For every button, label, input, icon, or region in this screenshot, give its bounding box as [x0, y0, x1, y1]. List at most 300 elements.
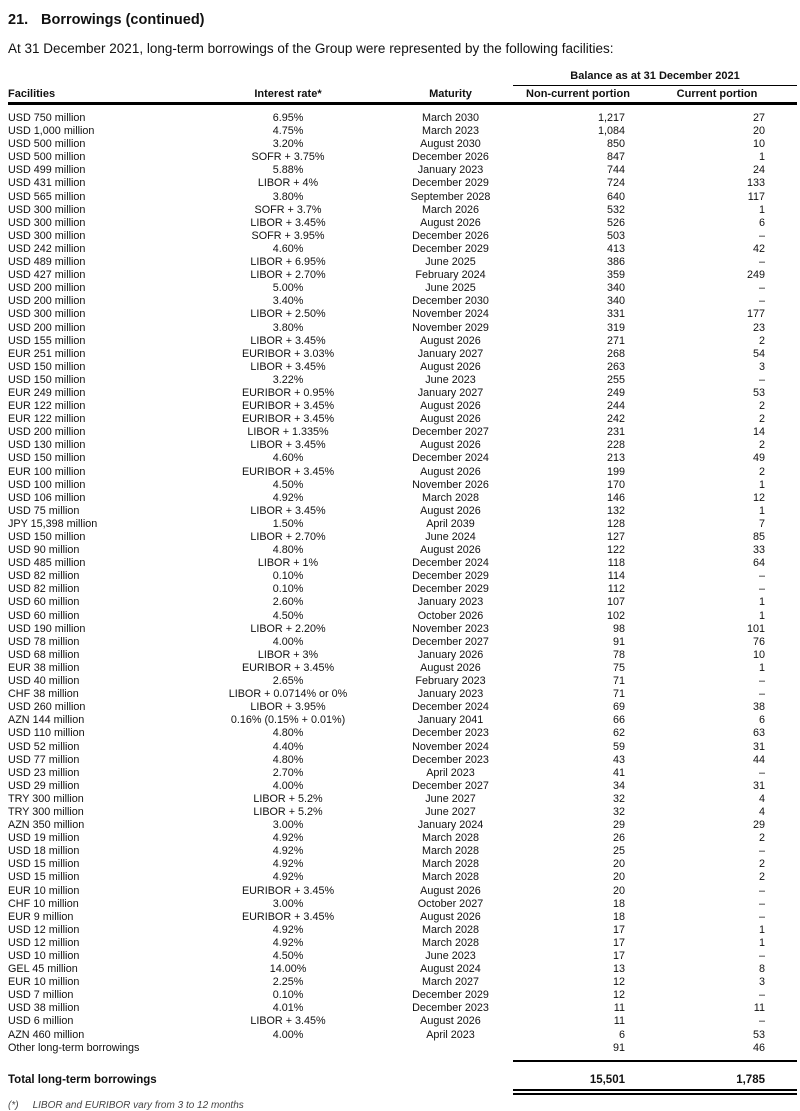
non-current-portion-cell: 34	[612, 779, 625, 792]
table-row	[8, 466, 797, 479]
maturity-cell: August 2026	[420, 216, 481, 229]
non-current-portion-cell: 17	[612, 923, 625, 936]
non-current-portion-cell: 43	[612, 753, 625, 766]
table-row	[8, 911, 797, 924]
table-row	[8, 885, 797, 898]
total-spacer	[388, 1073, 513, 1088]
facility-cell: USD 150 million	[8, 531, 86, 543]
non-current-portion-cell: 112	[607, 583, 625, 596]
interest-rate-cell: 4.00%	[272, 779, 304, 792]
non-current-portion-cell: 41	[612, 766, 625, 779]
non-current-portion-cell: 11	[613, 1002, 625, 1015]
current-portion-cell: 2	[758, 334, 765, 347]
non-current-portion-cell: 359	[606, 269, 625, 282]
current-portion-cell: 76	[752, 635, 765, 648]
current-portion-cell: 14	[752, 426, 765, 439]
footnote-text: LIBOR and EURIBOR vary from 3 to 12 months	[32, 1100, 244, 1111]
maturity-cell: December 2027	[412, 779, 489, 792]
non-current-portion-cell: 32	[612, 805, 625, 818]
facility-cell: USD 68 million	[8, 648, 80, 661]
table-row	[8, 806, 797, 819]
maturity-cell: December 2029	[412, 177, 489, 190]
interest-rate-cell: 4.75%	[272, 125, 304, 138]
facility-cell: GEL 45 million	[8, 963, 78, 976]
current-portion-cell: 4	[758, 805, 765, 818]
current-portion-cell: 29	[752, 819, 765, 832]
interest-rate-cell: 5.00%	[272, 282, 304, 295]
maturity-cell: June 2027	[425, 792, 476, 805]
interest-rate-cell: LIBOR + 3.45%	[250, 216, 326, 229]
current-portion-cell: 24	[752, 164, 765, 177]
interest-rate-cell: EURIBOR + 3.45%	[241, 465, 335, 478]
non-current-portion-cell: 255	[606, 373, 625, 386]
facility-cell: USD 155 million	[8, 334, 86, 347]
table-row	[8, 714, 797, 727]
interest-rate-cell: LIBOR + 3%	[257, 648, 319, 661]
non-current-portion-cell: 413	[606, 242, 625, 255]
maturity-cell: March 2028	[421, 491, 480, 504]
current-portion-cell: 4	[758, 792, 765, 805]
interest-rate-cell: LIBOR + 6.95%	[250, 256, 326, 269]
interest-rate-cell: 3.00%	[272, 897, 304, 910]
current-portion-cell: 1	[758, 661, 765, 674]
table-row	[8, 387, 797, 400]
table-row	[8, 780, 797, 793]
interest-rate-cell: 4.80%	[272, 753, 304, 766]
current-portion-cell: 1	[758, 478, 765, 491]
facility-cell: USD 7 million	[8, 989, 74, 1002]
facility-cell: USD 12 million	[8, 936, 80, 949]
maturity-cell: March 2023	[421, 125, 480, 138]
current-portion-cell: –	[758, 1015, 765, 1028]
facility-cell: USD 12 million	[8, 923, 80, 936]
maturity-cell: April 2023	[426, 766, 475, 779]
non-current-portion-cell: 71	[612, 675, 625, 688]
table-row	[8, 151, 797, 164]
total-non-current-value: 15,501	[589, 1074, 625, 1086]
footnote-marker: (*)	[8, 1100, 19, 1111]
facility-cell: Other long-term borrowings	[8, 1041, 140, 1054]
current-portion-cell: 1	[758, 596, 765, 609]
table-row	[8, 1015, 797, 1028]
maturity-cell: January 2023	[417, 596, 484, 609]
current-portion-cell: 2	[758, 439, 765, 452]
header-rule	[8, 102, 797, 105]
facility-cell: EUR 251 million	[8, 347, 86, 360]
maturity-cell: December 2030	[412, 295, 489, 308]
current-portion-cell: –	[758, 897, 765, 910]
non-current-portion-cell: 13	[612, 963, 625, 976]
current-portion-cell: 23	[752, 321, 765, 334]
current-portion-cell: 133	[746, 177, 765, 190]
total-current-value: 1,785	[736, 1074, 765, 1086]
non-current-portion-cell: 228	[606, 439, 625, 452]
interest-rate-cell: 4.92%	[272, 858, 304, 871]
maturity-cell: March 2028	[421, 832, 480, 845]
non-current-portion-cell: 17	[612, 936, 625, 949]
interest-rate-cell: LIBOR + 4%	[257, 177, 319, 190]
non-current-portion-cell: 503	[606, 229, 625, 242]
maturity-cell: November 2029	[412, 321, 489, 334]
facility-cell: EUR 122 million	[8, 400, 86, 413]
current-portion-cell: 249	[746, 269, 765, 282]
maturity-cell: December 2024	[412, 452, 489, 465]
interest-rate-cell: 4.92%	[272, 923, 304, 936]
facility-cell: USD 130 million	[8, 439, 86, 452]
maturity-cell: December 2023	[412, 753, 489, 766]
table-row	[8, 832, 797, 845]
maturity-cell: February 2024	[415, 269, 486, 282]
facility-cell: USD 60 million	[8, 609, 80, 622]
table-row	[8, 754, 797, 767]
non-current-portion-cell: 744	[606, 164, 625, 177]
maturity-cell: December 2024	[412, 557, 489, 570]
interest-rate-cell: LIBOR + 3.45%	[250, 334, 326, 347]
facility-cell: JPY 15,398 million	[8, 517, 98, 530]
facility-cell: EUR 38 million	[8, 661, 80, 674]
interest-rate-cell: 3.22%	[272, 373, 304, 386]
non-current-portion-cell: 91	[612, 1041, 625, 1054]
section-number: 21.	[8, 12, 29, 28]
current-portion-cell: –	[758, 570, 765, 583]
interest-rate-cell: EURIBOR + 3.45%	[241, 400, 335, 413]
maturity-cell: March 2028	[421, 871, 480, 884]
non-current-portion-cell: 132	[606, 504, 625, 517]
non-current-portion-cell: 25	[612, 845, 625, 858]
facility-cell: USD 750 million	[8, 112, 86, 124]
table-row	[8, 308, 797, 321]
current-portion-cell: 38	[752, 701, 765, 714]
table-row	[8, 426, 797, 439]
interest-rate-cell: 4.92%	[272, 936, 304, 949]
maturity-cell: December 2029	[412, 570, 489, 583]
current-portion-cell: 46	[752, 1041, 765, 1054]
interest-rate-cell: 3.80%	[272, 321, 304, 334]
facility-cell: USD 200 million	[8, 321, 86, 334]
non-current-portion-cell: 20	[612, 871, 625, 884]
non-current-portion-cell: 17	[612, 950, 625, 962]
non-current-portion-cell: 724	[606, 177, 625, 190]
total-row	[8, 1073, 797, 1088]
non-current-portion-cell: 6	[618, 1028, 625, 1041]
maturity-cell: March 2028	[421, 858, 480, 871]
maturity-cell	[388, 1042, 513, 1055]
table-row	[8, 963, 797, 976]
table-row	[8, 243, 797, 256]
maturity-cell: December 2023	[412, 1002, 489, 1015]
maturity-cell: June 2025	[425, 256, 476, 269]
table-row	[8, 819, 797, 832]
maturity-cell: November 2024	[412, 740, 489, 753]
current-portion-cell: –	[758, 845, 765, 858]
facility-cell: USD 82 million	[8, 570, 80, 583]
total-label: Total long-term borrowings	[8, 1074, 157, 1086]
current-portion-cell: 31	[752, 740, 765, 753]
non-current-portion-cell: 386	[606, 256, 625, 269]
current-portion-cell: 1	[758, 151, 765, 164]
table-row	[8, 138, 797, 151]
table-row	[8, 217, 797, 230]
non-current-portion-cell: 271	[606, 334, 625, 347]
current-portion-cell: 42	[752, 242, 765, 255]
current-portion-cell: 1	[758, 203, 765, 216]
current-portion-cell: 2	[758, 871, 765, 884]
maturity-cell: March 2028	[421, 936, 480, 949]
facility-cell: EUR 122 million	[8, 413, 86, 426]
maturity-cell: January 2041	[417, 714, 484, 727]
non-current-portion-cell: 26	[612, 832, 625, 845]
interest-rate-cell: EURIBOR + 3.45%	[241, 884, 335, 897]
facility-cell: USD 77 million	[8, 753, 80, 766]
non-current-portion-cell: 249	[606, 386, 625, 399]
table-row	[8, 1029, 797, 1042]
current-portion-cell: 31	[752, 779, 765, 792]
maturity-cell: June 2024	[425, 531, 476, 543]
current-portion-cell: 49	[752, 452, 765, 465]
table-row	[8, 230, 797, 243]
maturity-cell: August 2026	[420, 400, 481, 413]
current-portion-cell: 54	[752, 347, 765, 360]
table-row	[8, 125, 797, 138]
current-portion-cell: 10	[752, 138, 765, 151]
interest-rate-cell: SOFR + 3.7%	[254, 203, 322, 216]
current-portion-cell: 1	[758, 609, 765, 622]
maturity-cell: August 2026	[420, 360, 481, 373]
interest-rate-cell: LIBOR + 2.20%	[250, 622, 326, 635]
interest-rate-cell: 4.00%	[272, 635, 304, 648]
facility-cell: USD 60 million	[8, 596, 80, 609]
maturity-cell: November 2026	[412, 478, 489, 491]
facility-cell: USD 40 million	[8, 675, 80, 688]
facility-cell: USD 260 million	[8, 701, 86, 714]
interest-rate-cell: LIBOR + 2.70%	[250, 531, 326, 543]
current-portion-cell: –	[758, 910, 765, 923]
non-current-portion-cell: 244	[606, 400, 625, 413]
table-row	[8, 531, 797, 544]
current-portion-cell: 53	[752, 1028, 765, 1041]
table-row	[8, 322, 797, 335]
table-row	[8, 191, 797, 204]
table-row	[8, 583, 797, 596]
current-portion-cell: 1	[758, 923, 765, 936]
maturity-cell: August 2024	[420, 963, 481, 976]
subtotal-rule	[513, 1060, 797, 1062]
current-portion-cell: –	[758, 282, 765, 295]
maturity-cell: June 2023	[425, 373, 476, 386]
facility-cell: EUR 10 million	[8, 884, 80, 897]
table-row	[8, 112, 797, 125]
facility-cell: USD 431 million	[8, 177, 86, 190]
interest-rate-cell: 4.92%	[272, 845, 304, 858]
maturity-cell: September 2028	[410, 190, 491, 203]
maturity-cell: December 2029	[412, 583, 489, 596]
facility-cell: USD 15 million	[8, 858, 80, 871]
current-portion-cell: 12	[752, 491, 765, 504]
maturity-cell: March 2026	[421, 203, 480, 216]
facility-cell: USD 75 million	[8, 504, 80, 517]
maturity-cell: December 2024	[412, 701, 489, 714]
facility-cell: AZN 460 million	[8, 1028, 85, 1041]
facility-cell: TRY 300 million	[8, 792, 84, 805]
facility-cell: USD 300 million	[8, 308, 86, 321]
interest-rate-cell: 14.00%	[269, 963, 307, 976]
non-current-portion-cell: 11	[613, 1015, 625, 1028]
table-row	[8, 335, 797, 348]
interest-rate-cell: 4.00%	[272, 1028, 304, 1041]
current-portion-cell: –	[758, 583, 765, 596]
facility-cell: USD 200 million	[8, 295, 86, 308]
non-current-portion-cell: 319	[606, 321, 625, 334]
table-body	[8, 112, 797, 1055]
maturity-cell: December 2029	[412, 242, 489, 255]
table-header-row	[8, 87, 797, 101]
table-row	[8, 570, 797, 583]
current-portion-cell: 27	[752, 112, 765, 124]
non-current-portion-cell: 170	[606, 478, 625, 491]
table-row	[8, 858, 797, 871]
interest-rate-cell: 2.70%	[272, 766, 304, 779]
table-row	[8, 649, 797, 662]
maturity-cell: January 2027	[417, 347, 484, 360]
facility-cell: TRY 300 million	[8, 805, 84, 818]
non-current-portion-cell: 62	[612, 727, 625, 740]
interest-rate-cell: EURIBOR + 3.45%	[241, 661, 335, 674]
table-row	[8, 505, 797, 518]
non-current-portion-cell: 850	[606, 138, 625, 151]
non-current-portion-cell: 213	[606, 452, 625, 465]
balance-header-rule	[513, 85, 797, 86]
current-portion-cell: 2	[758, 413, 765, 426]
non-current-portion-cell: 532	[606, 203, 625, 216]
non-current-portion-cell: 242	[606, 413, 625, 426]
current-portion-cell: 1	[758, 936, 765, 949]
table-row	[8, 596, 797, 609]
facility-cell: USD 19 million	[8, 832, 80, 845]
table-row	[8, 282, 797, 295]
interest-rate-cell: 3.80%	[272, 190, 304, 203]
interest-rate-cell: 3.40%	[272, 295, 304, 308]
maturity-cell: June 2025	[425, 282, 476, 295]
table-row	[8, 767, 797, 780]
non-current-portion-cell: 146	[606, 491, 625, 504]
facility-cell: AZN 350 million	[8, 819, 85, 832]
facility-cell: USD 150 million	[8, 360, 86, 373]
interest-rate-cell: LIBOR + 3.45%	[250, 504, 326, 517]
interest-rate-cell: LIBOR + 1.335%	[247, 426, 329, 439]
interest-rate-cell: 4.50%	[272, 950, 304, 962]
current-portion-cell: 20	[752, 125, 765, 138]
interest-rate-cell: 3.20%	[272, 138, 304, 151]
interest-rate-cell	[188, 1042, 388, 1055]
maturity-cell: December 2026	[412, 151, 489, 164]
interest-rate-cell: LIBOR + 3.45%	[250, 439, 326, 452]
maturity-cell: November 2023	[412, 622, 489, 635]
facility-cell: USD 300 million	[8, 203, 86, 216]
non-current-portion-cell: 71	[612, 688, 625, 701]
interest-rate-cell: 4.92%	[272, 832, 304, 845]
maturity-cell: March 2028	[421, 923, 480, 936]
facility-cell: USD 106 million	[8, 491, 86, 504]
maturity-cell: June 2023	[425, 950, 476, 962]
table-row	[8, 610, 797, 623]
interest-rate-cell: 1.50%	[272, 517, 304, 530]
maturity-cell: January 2024	[417, 819, 484, 832]
facility-cell: AZN 144 million	[8, 714, 85, 727]
facility-cell: USD 90 million	[8, 544, 80, 557]
facility-cell: USD 500 million	[8, 138, 86, 151]
col-header-maturity: Maturity	[429, 88, 472, 100]
table-row	[8, 413, 797, 426]
facility-cell: USD 82 million	[8, 583, 80, 596]
non-current-portion-cell: 98	[612, 622, 625, 635]
current-portion-cell: 33	[752, 544, 765, 557]
current-portion-cell: –	[758, 884, 765, 897]
facility-cell: USD 23 million	[8, 766, 80, 779]
current-portion-cell: 6	[758, 714, 765, 727]
non-current-portion-cell: 263	[606, 360, 625, 373]
non-current-portion-cell: 128	[606, 517, 625, 530]
interest-rate-cell: 6.95%	[272, 112, 304, 124]
non-current-portion-cell: 640	[606, 190, 625, 203]
non-current-portion-cell: 114	[607, 570, 625, 583]
non-current-portion-cell: 12	[612, 989, 625, 1002]
facility-cell: USD 38 million	[8, 1002, 80, 1015]
maturity-cell: March 2030	[421, 112, 480, 124]
non-current-portion-cell: 340	[606, 295, 625, 308]
non-current-portion-cell: 20	[612, 884, 625, 897]
maturity-cell: January 2027	[417, 386, 484, 399]
non-current-portion-cell: 102	[606, 609, 625, 622]
current-portion-cell: 177	[746, 308, 765, 321]
interest-rate-cell: SOFR + 3.95%	[251, 229, 325, 242]
maturity-cell: April 2023	[426, 1028, 475, 1041]
table-row	[8, 898, 797, 911]
col-header-non-current-portion: Non-current portion	[526, 88, 630, 100]
interest-rate-cell: 0.10%	[272, 570, 304, 583]
non-current-portion-cell: 18	[612, 897, 625, 910]
maturity-cell: January 2023	[417, 688, 484, 701]
facility-cell: USD 29 million	[8, 779, 80, 792]
table-row	[8, 518, 797, 531]
non-current-portion-cell: 107	[606, 596, 625, 609]
facility-cell: USD 190 million	[8, 622, 86, 635]
facility-cell: USD 15 million	[8, 871, 80, 884]
facility-cell: USD 485 million	[8, 557, 86, 570]
section-heading	[8, 12, 205, 28]
table-row	[8, 871, 797, 884]
table-row	[8, 701, 797, 714]
facility-cell: USD 18 million	[8, 845, 80, 858]
table-row	[8, 793, 797, 806]
maturity-cell: August 2026	[420, 413, 481, 426]
table-row	[8, 164, 797, 177]
facility-cell: USD 78 million	[8, 635, 80, 648]
non-current-portion-cell: 199	[606, 465, 625, 478]
maturity-cell: December 2026	[412, 229, 489, 242]
facility-cell: CHF 38 million	[8, 688, 79, 701]
current-portion-cell: 117	[747, 190, 765, 203]
table-row	[8, 348, 797, 361]
maturity-cell: December 2027	[412, 635, 489, 648]
maturity-cell: August 2026	[420, 504, 481, 517]
total-double-rule	[513, 1089, 797, 1095]
non-current-portion-cell: 32	[612, 792, 625, 805]
facility-cell: EUR 249 million	[8, 386, 86, 399]
facility-cell: USD 565 million	[8, 190, 86, 203]
interest-rate-cell: SOFR + 3.75%	[251, 151, 325, 164]
interest-rate-cell: LIBOR + 5.2%	[253, 792, 323, 805]
interest-rate-cell: 5.88%	[272, 164, 304, 177]
